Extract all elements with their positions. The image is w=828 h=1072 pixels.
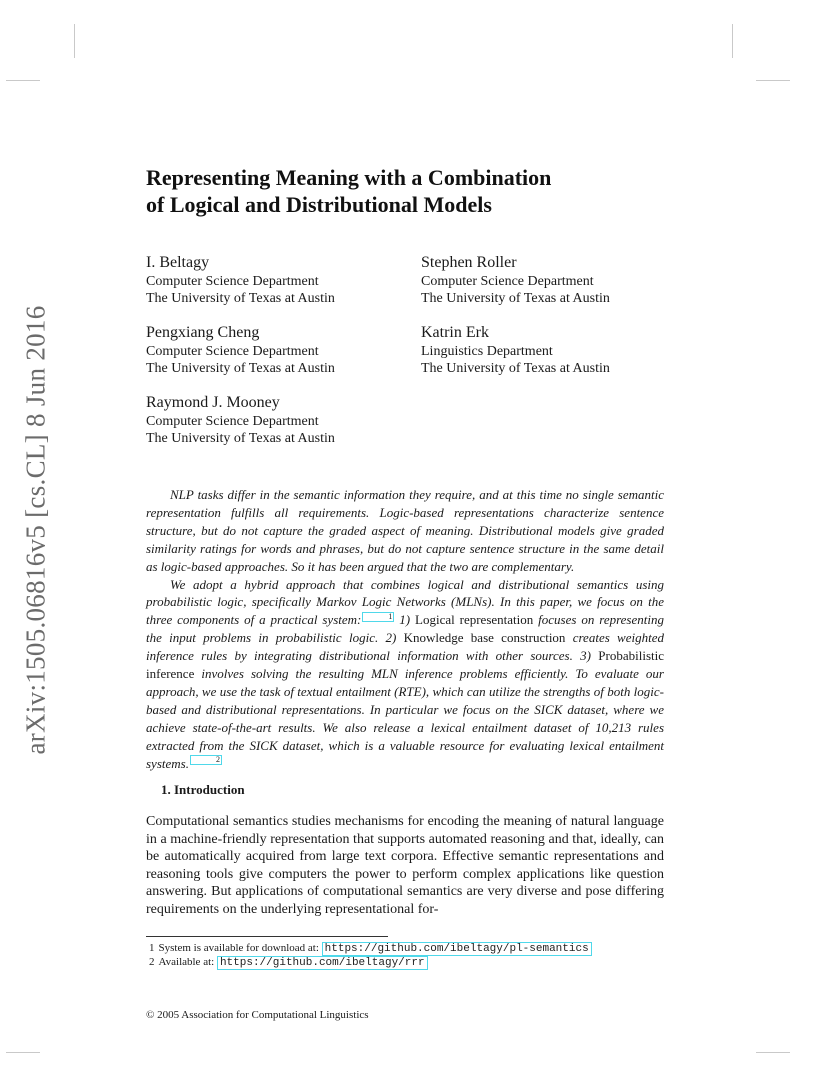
footnote-1 xyxy=(149,941,592,956)
abstract-text: 1) xyxy=(394,612,416,628)
footnote-1-link[interactable]: 1 xyxy=(362,612,394,622)
author-department: Computer Science Department xyxy=(421,274,594,289)
abstract-paragraph-2 xyxy=(146,576,664,773)
author-department: Linguistics Department xyxy=(421,344,553,359)
author-name: Stephen Roller xyxy=(421,254,517,271)
author-university: The University of Texas at Austin xyxy=(146,361,335,376)
abstract-text: We adopt a hybrid approach that combines logical and distributional semantics using probabilistic logic, specifically Markov Logic Networks (MLNs). In this paper, we focus on the three components of a practical system: xyxy=(146,576,664,628)
footnote-url-link[interactable]: https://github.com/ibeltagy/rrr xyxy=(217,956,428,970)
crop-mark xyxy=(756,1052,790,1053)
abstract-text: focuses on representing the input problems in probabilistic logic. 2) xyxy=(146,612,664,646)
arxiv-identifier xyxy=(18,300,54,760)
author-name: Raymond J. Mooney xyxy=(146,394,280,411)
abstract xyxy=(146,486,664,773)
footnote-url-link[interactable]: https://github.com/ibeltagy/pl-semantics xyxy=(322,942,592,956)
author-university: The University of Texas at Austin xyxy=(421,361,610,376)
component-name: Probabilistic inference xyxy=(146,648,664,682)
author-university: The University of Texas at Austin xyxy=(146,431,335,446)
paper-title xyxy=(146,164,706,218)
author-block xyxy=(421,253,610,307)
footnote-text: Available at: xyxy=(158,956,217,968)
author-department: Computer Science Department xyxy=(146,344,319,359)
author-university: The University of Texas at Austin xyxy=(146,291,335,306)
author-name: Pengxiang Cheng xyxy=(146,324,260,341)
author-university: The University of Texas at Austin xyxy=(421,291,610,306)
abstract-paragraph-1: NLP tasks differ in the semantic information they require, and at this time no single semantic representation fulfills all requirements. Logic-based representations characterize sentence structure, but do not capture the graded aspect of meaning. Distributional models give graded similarity ratings for words and phrases, but do not capture sentence structure in the same detail as logic-based approaches. So it has been argued that the two are complementary. xyxy=(146,487,664,574)
author-department: Computer Science Department xyxy=(146,274,319,289)
author-name: I. Beltagy xyxy=(146,254,210,271)
footnote-2-link[interactable]: 2 xyxy=(190,755,222,765)
author-block xyxy=(421,323,610,377)
arxiv-identifier-text: arXiv:1505.06816v5 [cs.CL] 8 Jun 2016 xyxy=(20,305,51,755)
crop-mark xyxy=(74,24,75,58)
author-block xyxy=(146,393,335,447)
footnote-divider xyxy=(146,936,388,937)
crop-mark xyxy=(6,1052,40,1053)
author-block xyxy=(146,253,335,307)
crop-mark xyxy=(732,24,733,58)
section-heading: 1. Introduction xyxy=(161,782,245,797)
title-line-2: of Logical and Distributional Models xyxy=(146,192,492,217)
component-name: Logical representation xyxy=(415,612,534,628)
abstract-text: involves solving the resulting MLN inference problems efficiently. To evaluate our approach, we use the task of textual entailment (RTE), which can utilize the strengths of both logic-based and distributional representations. In particular we focus on the SICK dataset, where we achieve state-of-the-art results. We also release a lexical entailment dataset of 10,213 rules extracted from the SICK dataset, which is a valuable resource for evaluating lexical entailment systems. xyxy=(146,666,664,771)
copyright-notice: © 2005 Association for Computational Linguistics xyxy=(146,1009,369,1021)
footnote-number: 1 xyxy=(149,942,155,954)
author-block xyxy=(146,323,335,377)
footnote-number: 2 xyxy=(149,956,155,968)
author-name: Katrin Erk xyxy=(421,324,489,341)
author-department: Computer Science Department xyxy=(146,414,319,429)
footnote-2 xyxy=(149,955,428,970)
abstract-text: creates weighted inference rules by integrating distributional information with other sources. 3) xyxy=(146,630,664,664)
crop-mark xyxy=(6,80,40,81)
footnote-text: System is available for download at: xyxy=(158,942,322,954)
component-name: Knowledge base construction xyxy=(403,630,566,646)
title-line-1: Representing Meaning with a Combination xyxy=(146,165,552,190)
intro-paragraph: Computational semantics studies mechanisms for encoding the meaning of natural language in a machine-friendly representation that supports automated reasoning and that, ideally, can be automatically acquired from large text corpora. Effective semantic representations and reasoning tools give computers the power to perform complex applications like question answering. But applications of computational semantics are very diverse and pose differing requirements on the underlying representational for- xyxy=(146,814,664,917)
crop-mark xyxy=(756,80,790,81)
